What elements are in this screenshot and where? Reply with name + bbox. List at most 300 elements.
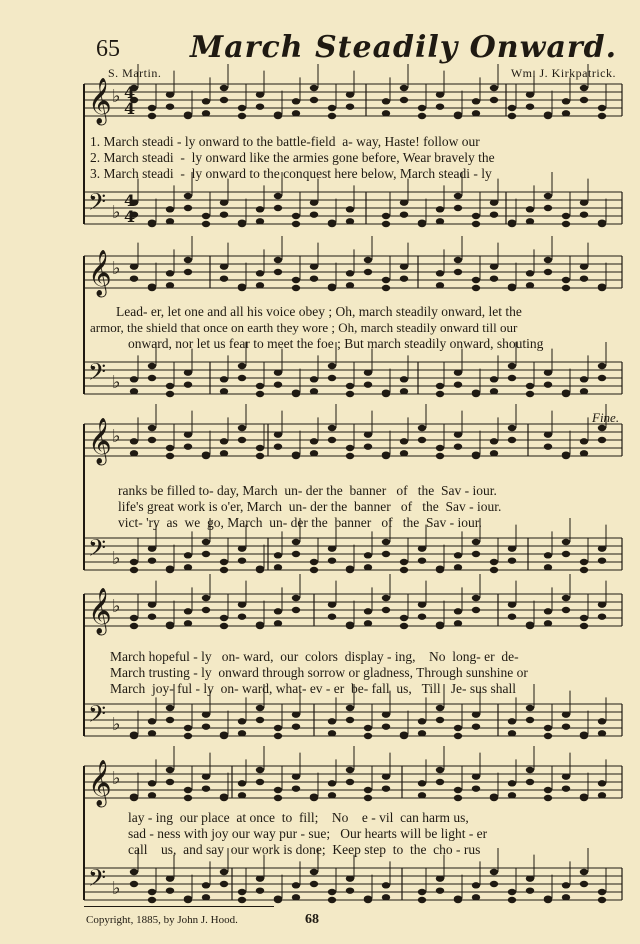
note-head <box>292 110 300 116</box>
lyric-line: 2. March steadi - ly onward like the armies gone before, Wear bravely the <box>90 150 495 165</box>
treble-clef: 𝄞 <box>88 78 112 124</box>
note-head <box>508 613 516 619</box>
time-signature: 4 <box>124 83 136 102</box>
note-head <box>580 438 588 444</box>
note-head <box>562 277 570 283</box>
note-head <box>580 388 588 394</box>
note-head <box>274 113 282 119</box>
note-head <box>400 438 408 444</box>
note-head <box>310 450 318 456</box>
note-head <box>292 607 300 613</box>
note-head <box>220 263 228 269</box>
note-head <box>328 730 336 736</box>
note-head <box>220 438 228 444</box>
lyric-line: lay - ing our place at once to fill; No e - vil can harm us, <box>128 810 469 825</box>
note-head <box>310 881 318 887</box>
note-head <box>148 285 156 291</box>
note-head <box>238 363 246 369</box>
note-head <box>130 733 138 739</box>
note-head <box>526 717 534 723</box>
note-head <box>364 257 372 263</box>
note-head <box>418 105 426 111</box>
note-head <box>472 894 480 900</box>
note-head <box>454 620 462 626</box>
note-head <box>580 615 588 621</box>
note-head <box>148 221 156 227</box>
note-head <box>274 608 282 614</box>
note-head <box>526 383 534 389</box>
note-head <box>508 601 516 607</box>
note-head <box>328 889 336 895</box>
note-head <box>256 705 264 711</box>
note-head <box>148 730 156 736</box>
note-head <box>526 270 534 276</box>
note-head <box>274 795 282 801</box>
note-head <box>454 795 462 801</box>
note-head <box>580 450 588 456</box>
note-head <box>562 539 570 545</box>
note-head <box>490 450 498 456</box>
note-head <box>472 607 480 613</box>
note-head <box>310 559 318 565</box>
note-head <box>400 85 408 91</box>
note-head <box>130 438 138 444</box>
note-head <box>382 391 390 397</box>
note-head <box>292 98 300 104</box>
note-head <box>310 376 318 382</box>
note-head <box>562 882 570 888</box>
note-head <box>202 110 210 116</box>
treble-clef: 𝄞 <box>88 588 112 634</box>
note-head <box>508 105 516 111</box>
note-head <box>598 437 606 443</box>
note-head <box>418 113 426 119</box>
note-head <box>580 275 588 281</box>
note-head <box>148 889 156 895</box>
note-head <box>580 567 588 573</box>
note-head <box>454 787 462 793</box>
note-head <box>382 785 390 791</box>
lyric-line: March hopeful - ly on- ward, our colors display - ing, No long- er de- <box>110 649 519 664</box>
note-head <box>580 623 588 629</box>
note-head <box>490 438 498 444</box>
note-head <box>544 897 552 903</box>
note-head <box>598 113 606 119</box>
note-head <box>382 98 390 104</box>
note-head <box>328 718 336 724</box>
note-head <box>238 437 246 443</box>
note-head <box>292 894 300 900</box>
note-head <box>490 199 498 205</box>
note-head <box>472 595 480 601</box>
note-head <box>508 730 516 736</box>
note-head <box>184 787 192 793</box>
note-head <box>490 869 498 875</box>
note-head <box>202 894 210 900</box>
note-head <box>346 103 354 109</box>
note-head <box>166 391 174 397</box>
note-head <box>310 211 318 217</box>
note-head <box>256 875 264 881</box>
note-head <box>256 270 264 276</box>
note-head <box>274 725 282 731</box>
note-head <box>526 623 534 629</box>
note-head <box>328 792 336 798</box>
note-head <box>490 263 498 269</box>
note-head <box>598 730 606 736</box>
note-head <box>292 391 300 397</box>
note-head <box>436 383 444 389</box>
note-head <box>292 551 300 557</box>
note-head <box>400 615 408 621</box>
note-head <box>598 545 606 551</box>
lyricist: S. Martin. <box>108 66 162 80</box>
note-head <box>580 881 588 887</box>
note-head <box>382 110 390 116</box>
bass-clef: 𝄢 <box>88 358 107 391</box>
note-head <box>238 889 246 895</box>
note-head <box>364 552 372 558</box>
note-head <box>436 623 444 629</box>
note-head <box>544 620 552 626</box>
note-head <box>292 277 300 283</box>
page-number: 68 <box>305 912 319 927</box>
note-head <box>346 767 354 773</box>
note-head <box>310 85 318 91</box>
note-head <box>526 91 534 97</box>
note-head <box>526 705 534 711</box>
note-head <box>580 733 588 739</box>
note-head <box>256 623 264 629</box>
note-head <box>310 97 318 103</box>
note-head <box>292 882 300 888</box>
note-head <box>436 282 444 288</box>
note-head <box>544 431 552 437</box>
note-head <box>220 567 228 573</box>
note-head <box>562 711 570 717</box>
note-head <box>580 376 588 382</box>
note-head <box>238 375 246 381</box>
note-head <box>454 381 462 387</box>
note-head <box>598 221 606 227</box>
note-head <box>454 369 462 375</box>
note-head <box>202 773 210 779</box>
note-head <box>220 211 228 217</box>
note-head <box>328 601 336 607</box>
note-head <box>274 620 282 626</box>
note-head <box>166 567 174 573</box>
note-head <box>364 725 372 731</box>
note-head <box>454 431 462 437</box>
note-head <box>562 607 570 613</box>
note-head <box>238 105 246 111</box>
lyric-line: Lead- er, let one and all his voice obey ; Oh, march steadily onward, let the <box>116 304 522 319</box>
note-head <box>130 388 138 394</box>
note-head <box>400 388 408 394</box>
note-head <box>220 97 228 103</box>
note-head <box>364 897 372 903</box>
lyric-line: call us, and say our work is done; Keep step to the cho - rus <box>128 842 481 857</box>
note-head <box>346 453 354 459</box>
note-head <box>184 369 192 375</box>
note-head <box>184 897 192 903</box>
note-head <box>526 875 534 881</box>
note-head <box>454 113 462 119</box>
note-head <box>400 559 408 565</box>
note-head <box>400 275 408 281</box>
note-head <box>130 795 138 801</box>
note-head <box>346 717 354 723</box>
note-head <box>346 206 354 212</box>
key-signature-flat: ♭ <box>112 596 121 617</box>
note-head <box>130 881 138 887</box>
note-head <box>292 723 300 729</box>
note-head <box>418 889 426 895</box>
note-head <box>328 425 336 431</box>
note-head <box>184 725 192 731</box>
note-head <box>436 91 444 97</box>
note-head <box>472 391 480 397</box>
note-head <box>346 91 354 97</box>
note-head <box>562 285 570 291</box>
note-head <box>526 887 534 893</box>
note-head <box>382 221 390 227</box>
note-head <box>184 733 192 739</box>
note-head <box>526 103 534 109</box>
note-head <box>292 711 300 717</box>
note-head <box>436 206 444 212</box>
note-head <box>436 218 444 224</box>
note-head <box>562 221 570 227</box>
note-head <box>526 779 534 785</box>
note-head <box>220 795 228 801</box>
note-head <box>310 869 318 875</box>
note-head <box>310 388 318 394</box>
note-head <box>130 623 138 629</box>
note-head <box>310 263 318 269</box>
note-head <box>508 363 516 369</box>
note-head <box>382 711 390 717</box>
note-head <box>166 206 174 212</box>
note-head <box>274 205 282 211</box>
note-head <box>292 539 300 545</box>
note-head <box>364 608 372 614</box>
note-head <box>454 257 462 263</box>
note-head <box>562 110 570 116</box>
bass-clef: 𝄢 <box>88 864 107 897</box>
note-head <box>526 218 534 224</box>
note-head <box>454 725 462 731</box>
note-head <box>472 213 480 219</box>
note-head <box>598 285 606 291</box>
note-head <box>274 787 282 793</box>
note-head <box>328 545 336 551</box>
note-head <box>454 608 462 614</box>
note-head <box>328 221 336 227</box>
note-head <box>562 213 570 219</box>
note-head <box>472 539 480 545</box>
note-head <box>580 211 588 217</box>
note-head <box>436 453 444 459</box>
note-head <box>166 453 174 459</box>
note-head <box>400 211 408 217</box>
note-head <box>364 381 372 387</box>
note-head <box>508 545 516 551</box>
note-head <box>274 193 282 199</box>
note-head <box>202 785 210 791</box>
note-head <box>184 795 192 801</box>
note-head <box>256 767 264 773</box>
note-head <box>508 780 516 786</box>
treble-clef: 𝄞 <box>88 760 112 806</box>
note-head <box>544 193 552 199</box>
note-head <box>562 785 570 791</box>
note-head <box>202 453 210 459</box>
note-head <box>526 206 534 212</box>
note-head <box>508 425 516 431</box>
note-head <box>580 869 588 875</box>
note-head <box>148 425 156 431</box>
note-head <box>292 221 300 227</box>
note-head <box>184 443 192 449</box>
note-head <box>238 425 246 431</box>
note-head <box>130 275 138 281</box>
note-head <box>562 551 570 557</box>
note-head <box>436 767 444 773</box>
note-head <box>454 552 462 558</box>
note-head <box>472 785 480 791</box>
note-head <box>148 105 156 111</box>
note-head <box>472 551 480 557</box>
note-head <box>490 567 498 573</box>
note-head <box>256 453 264 459</box>
note-head <box>220 615 228 621</box>
note-head <box>598 105 606 111</box>
note-head <box>382 607 390 613</box>
note-head <box>382 277 390 283</box>
note-head <box>580 85 588 91</box>
note-head <box>418 425 426 431</box>
note-head <box>418 613 426 619</box>
note-head <box>328 557 336 563</box>
note-head <box>400 199 408 205</box>
note-head <box>166 767 174 773</box>
note-head <box>526 767 534 773</box>
note-head <box>220 450 228 456</box>
note-head <box>508 557 516 563</box>
note-head <box>472 453 480 459</box>
note-head <box>166 270 174 276</box>
note-head <box>454 193 462 199</box>
note-head <box>202 213 210 219</box>
note-head <box>598 557 606 563</box>
note-head <box>238 545 246 551</box>
note-head <box>148 113 156 119</box>
note-head <box>292 785 300 791</box>
note-head <box>436 705 444 711</box>
note-head <box>526 391 534 397</box>
note-head <box>364 369 372 375</box>
note-head <box>382 773 390 779</box>
bass-clef: 𝄢 <box>88 188 107 221</box>
note-head <box>238 730 246 736</box>
note-head <box>346 391 354 397</box>
note-head <box>346 282 354 288</box>
note-head <box>508 718 516 724</box>
note-head <box>202 98 210 104</box>
lyric-line: sad - ness with joy our way pur - sue; Our hearts will be light - er <box>128 826 488 841</box>
note-head <box>472 723 480 729</box>
note-head <box>148 601 156 607</box>
note-head <box>490 388 498 394</box>
note-head <box>418 730 426 736</box>
note-head <box>256 567 264 573</box>
note-head <box>382 453 390 459</box>
note-head <box>346 567 354 573</box>
footer-divider <box>84 906 274 907</box>
note-head <box>472 221 480 227</box>
note-head <box>418 221 426 227</box>
key-signature-flat: ♭ <box>112 548 121 569</box>
note-head <box>220 869 228 875</box>
note-head <box>436 779 444 785</box>
note-head <box>166 623 174 629</box>
note-head <box>130 567 138 573</box>
note-head <box>508 792 516 798</box>
time-signature: 4 <box>124 207 136 226</box>
note-head <box>238 221 246 227</box>
note-head <box>274 897 282 903</box>
note-head <box>346 270 354 276</box>
note-head <box>184 269 192 275</box>
note-head <box>508 113 516 119</box>
note-head <box>454 733 462 739</box>
note-head <box>274 552 282 558</box>
note-head <box>130 615 138 621</box>
note-head <box>256 103 264 109</box>
note-head <box>418 780 426 786</box>
note-head <box>238 897 246 903</box>
note-head <box>472 773 480 779</box>
note-head <box>544 269 552 275</box>
note-head <box>148 437 156 443</box>
note-head <box>184 620 192 626</box>
note-head <box>310 275 318 281</box>
note-head <box>274 269 282 275</box>
note-head <box>598 601 606 607</box>
hymn-number: 65 <box>96 36 120 62</box>
note-head <box>598 718 606 724</box>
note-head <box>364 787 372 793</box>
note-head <box>220 275 228 281</box>
note-head <box>220 85 228 91</box>
note-head <box>184 608 192 614</box>
note-head <box>148 557 156 563</box>
note-head <box>184 193 192 199</box>
lyric-line: ranks be filled to- day, March un- der the banner of the Sav - iour. <box>118 483 497 498</box>
hymn-title: March Steadily Onward. <box>190 30 618 65</box>
note-head <box>202 551 210 557</box>
note-head <box>400 376 408 382</box>
note-head <box>364 564 372 570</box>
treble-clef: 𝄞 <box>88 418 112 464</box>
note-head <box>544 552 552 558</box>
note-head <box>382 539 390 545</box>
treble-clef: 𝄞 <box>88 250 112 296</box>
note-head <box>418 718 426 724</box>
note-head <box>148 545 156 551</box>
note-head <box>562 595 570 601</box>
